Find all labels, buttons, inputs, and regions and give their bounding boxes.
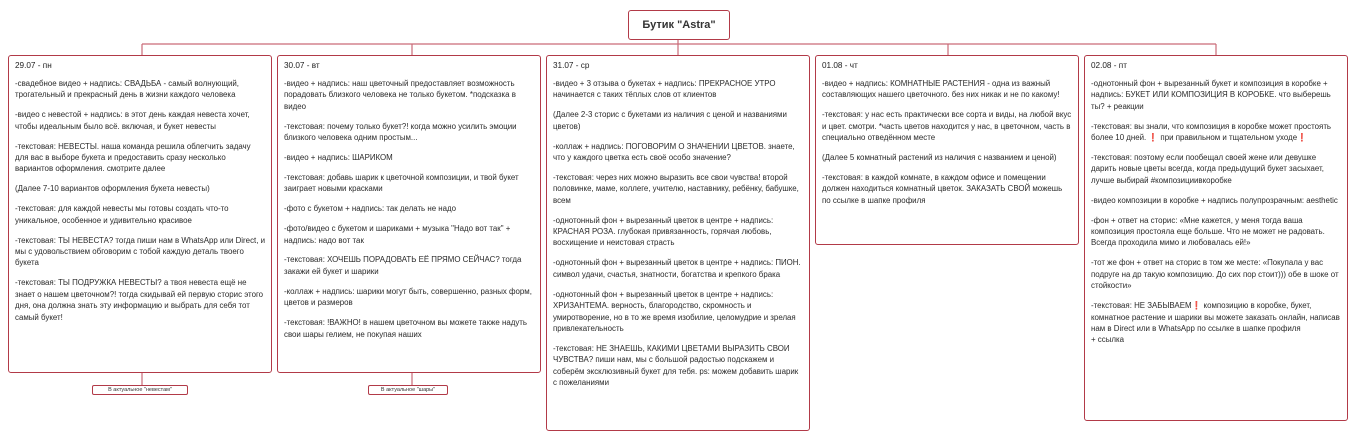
story-item: -видео композиции в коробке + надпись полупрозрачным: aesthetic [1091,195,1338,205]
story-item: -текстовая: вы знали, что композиция в коробке может простоять более 10 дней. ❗️ при правильном и тщательном уходе❗️ [1091,121,1332,143]
day-title: 30.07 - вт [284,61,320,70]
story-item: -тот же фон + ответ на сторис в том же месте: «Покупала у вас подруге на др такую композицию. До сих пор стоит))) обе в шоке от стойкости» [1091,258,1339,291]
story-item: -однотонный фон + вырезанный цветок в центре + надпись: ХРИЗАНТЕМА. верность, благородство, скромность и умиротворение, но в то же время изобилие, целомудрие и зрелая привлекательность [553,289,796,333]
story-item: -текстовая: НЕВЕСТЫ. наша команда решила облегчить задачу для вас в выборе букета и предоставить сразу несколько вариантов оформления. смотрите далее [15,141,251,174]
story-item: (Далее 5 комнатный растений из наличия с названием и ценой) [822,153,1057,163]
story-item: -видео + надпись: наш цветочный предоставляет возможность порадовать близкого человека не только букетом. *подсказка в видео [284,79,516,111]
story-item: -однотонный фон + вырезанный букет и композиция в коробке + надпись: БУКЕТ ИЛИ КОМПОЗИЦИЯ В КОРОБКЕ. что выберешь ты? + реакции [1091,79,1331,111]
story-item: -текстовая: у нас есть практически все сорта и виды, на любой вкус и цвет. смотри. *часть цветов находится у нас, в цветочном, часть в специально отведённом месте [822,110,1072,143]
story-item: -текстовая: ТЫ ПОДРУЖКА НЕВЕСТЫ? а твоя невеста ещё не знает о нашем цветочном?! тогда скидывай ей первую сторис этого дня, она должна знать эту информацию и выбрать для себя тот самый букет! [15,278,264,322]
story-item: -текстовая: через них можно выразить все свои чувства! второй половинке, маме, коллеге, учителю, наставнику, ребёнку, бабушке, всем [553,172,799,205]
story-item: -коллаж + надпись: ПОГОВОРИМ О ЗНАЧЕНИИ ЦВЕТОВ. знаете, что у каждого цветка есть своё особо значение? [553,141,795,163]
tag-balloons-highlight[interactable] [368,385,448,395]
story-item: -текстовая: НЕ ЗНАЕШЬ, КАКИМИ ЦВЕТАМИ ВЫРАЗИТЬ СВОИ ЧУВСТВА? пиши нам, мы с большой радостью подскажем и соберём эксклюзивный букет для тебя. ps: можем добавить шарик с пожеланиями [553,343,799,388]
story-item: (Далее 2-3 сторис с букетами из наличия с ценой и названиями цветов) [553,110,787,131]
story-item: -фото с букетом + надпись: так делать не надо [284,204,457,214]
story-item: -видео + надпись: ШАРИКОМ [284,153,393,163]
day-card-fri[interactable] [1084,55,1348,421]
story-item: -видео + надпись: КОМНАТНЫЕ РАСТЕНИЯ - одна из важный составляющих нашего цветочного. без них никак и не по какому! [822,79,1060,100]
story-item: -текстовая: добавь шарик к цветочной композиции, и твой букет заиграет новыми красками [284,172,519,194]
story-item: -однотонный фон + вырезанный цветок в центре + надпись: ПИОН. символ удачи, счастья, знатности, богатства и крепкого брака [553,258,801,279]
story-item: -текстовая: поэтому если пообещал своей жене или девушке дарить новые цветы всегда, когда предыдущий букет засыхает, лучше выбирай #композициивкоробке [1091,153,1324,185]
story-item: -видео + 3 отзыва о букетах + надпись: ПРЕКРАСНОЕ УТРО начинается с таких тёплых слов от клиентов [553,79,776,100]
story-item: -коллаж + надпись: шарики могут быть, совершенно, разных форм, цветов и размеров [284,286,532,308]
story-item: -видео с невестой + надпись: в этот день каждая невеста хочет, чтобы идеальным было всё. включая, и букет невесты [15,110,250,131]
tag-label: В актуальное "шары" [380,387,436,393]
story-item: -однотонный фон + вырезанный цветок в центре + надпись: КРАСНАЯ РОЗА. глубокая привязанность, горячая любовь, восхищение и неистовая страсть [553,215,774,248]
story-item: -текстовая: почему только букет?! когда можно усилить эмоции близкого человека одним простым... [284,121,517,143]
story-item: -свадебное видео + надпись: СВАДЬБА - самый волнующий, трогательный и прекрасный день в жизни каждого человека [15,79,239,100]
story-item: -текстовая: для каждой невесты мы готовы создать что-то уникальное, особенное и удивительно красивое [15,204,229,225]
root-node[interactable] [628,10,730,40]
root-title: Бутик "Astra" [642,19,716,31]
story-item: -текстовая: !ВАЖНО! в нашем цветочном вы можете также надуть свои шары гелием, не покупая наших [284,318,528,339]
story-item: -текстовая: НЕ ЗАБЫВАЕМ❗️ композицию в коробке, букет, комнатное растение и шарики вы можете заказать онлайн, написав нам в Direct или в WhatsApp по ссылке в шапке профиля + ссылка [1091,301,1340,345]
day-card-wed[interactable] [546,55,810,431]
tag-label: В актуальное "невестам" [108,387,172,393]
day-title: 01.08 - чт [822,61,858,70]
day-card-thu[interactable] [815,55,1079,245]
story-item: (Далее 7-10 вариантов оформления букета невесты) [15,184,210,194]
story-item: -текстовая: ХОЧЕШЬ ПОРАДОВАТЬ ЕЁ ПРЯМО СЕЙЧАС? тогда закажи ей букет и шарики [284,255,522,276]
story-item: -текстовая: ТЫ НЕВЕСТА? тогда пиши нам в WhatsApp или Direct, и мы с удовольствием обговорим с тобой каждую деталь твоего букета [15,235,265,268]
story-item: -фото/видео с букетом и шариками + музыка "Надо вот так" + надпись: надо вот так [284,224,511,245]
day-title: 02.08 - пт [1091,61,1127,70]
day-title: 29.07 - пн [15,61,52,70]
day-card-mon[interactable] [8,55,272,373]
tag-brides-highlight[interactable] [92,385,188,395]
story-item: -фон + ответ на сторис: «Мне кажется, у меня тогда ваша композиция простояла еще больше. Что не может не радовать. Всегда проходила мимо и любовалась ей!» [1091,215,1325,248]
story-item: -текстовая: в каждой комнате, в каждом офисе и помещении должен находиться комнатный цветок. ЗАКАЗАТЬ СВОЙ можешь по ссылке в шапке профиля [822,172,1063,205]
day-card-tue[interactable] [277,55,541,373]
day-title: 31.07 - ср [553,61,590,70]
